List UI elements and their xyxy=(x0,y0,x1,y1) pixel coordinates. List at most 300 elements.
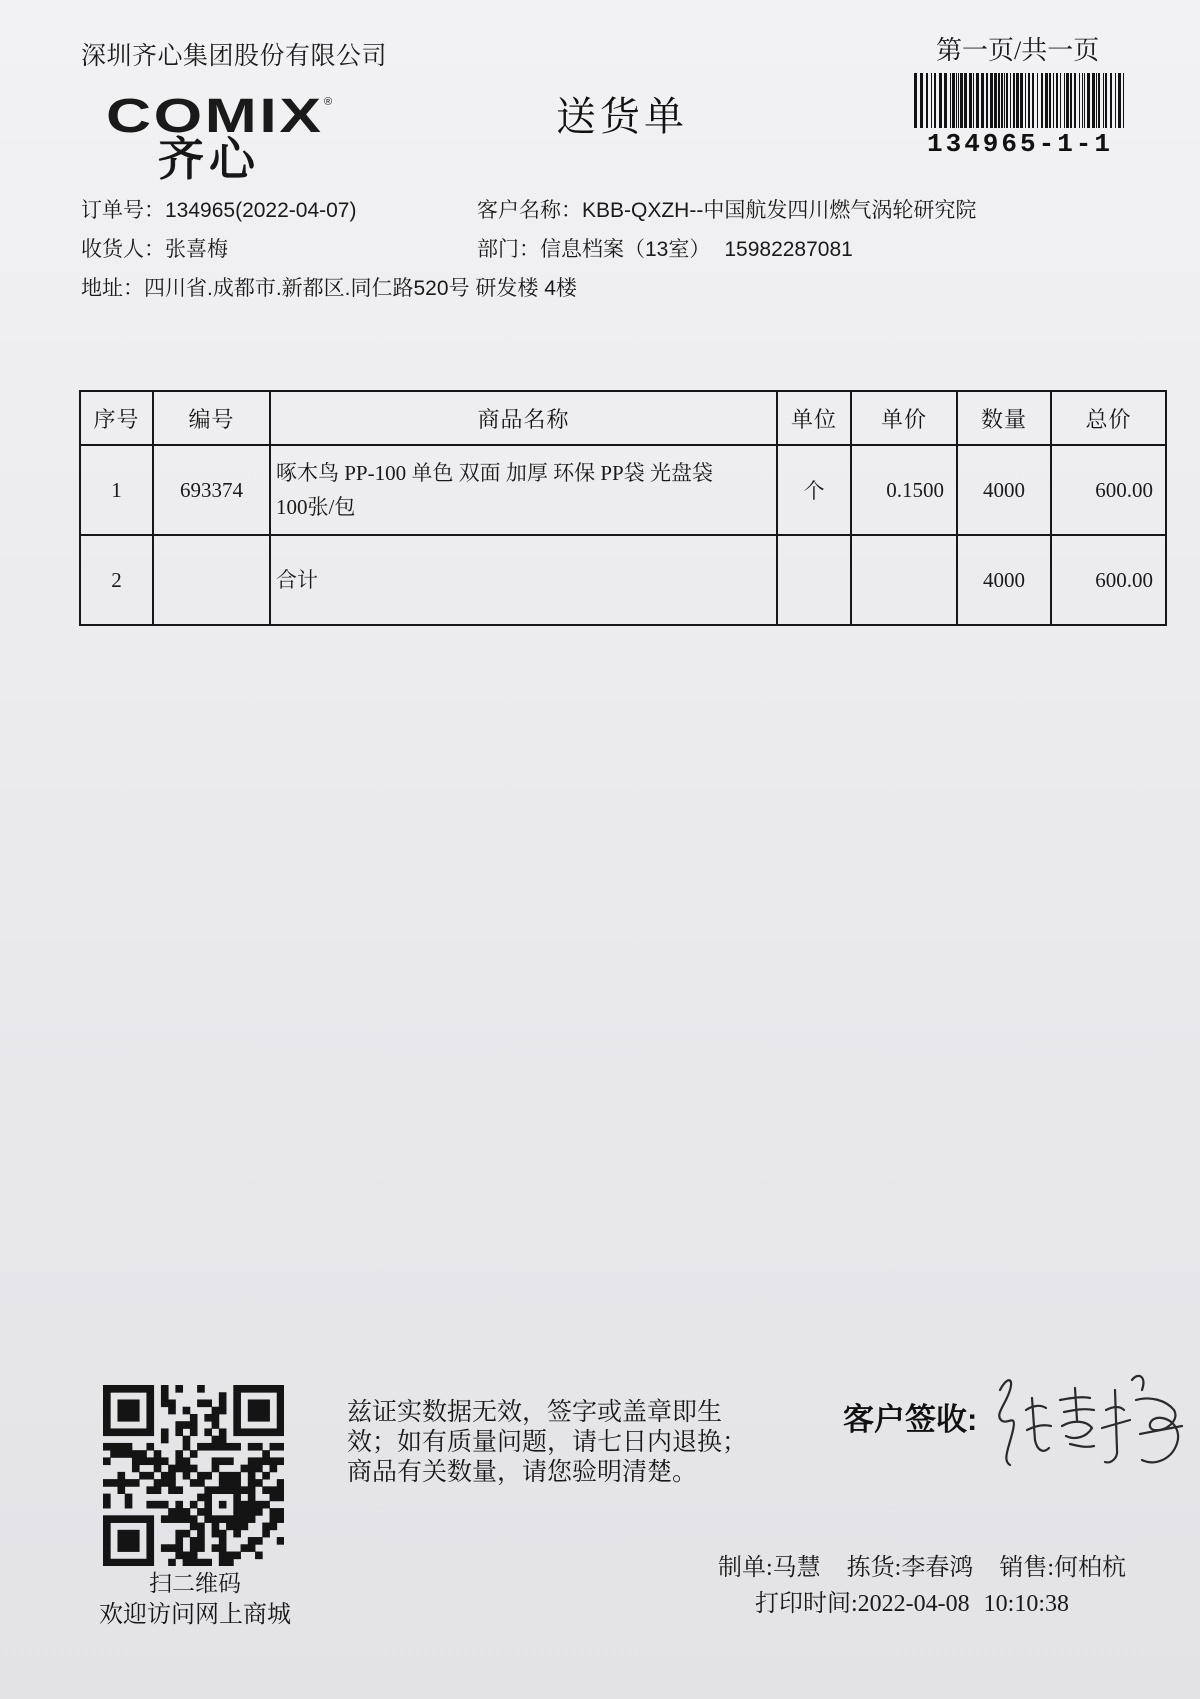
barcode-bar xyxy=(1064,73,1065,128)
qr-module xyxy=(117,1530,125,1538)
qr-module xyxy=(110,1443,118,1451)
qr-module xyxy=(117,1537,125,1545)
cell-product-name xyxy=(270,445,777,535)
qr-module xyxy=(168,1407,176,1415)
qr-module xyxy=(103,1385,111,1393)
qr-module xyxy=(183,1436,191,1444)
qr-module xyxy=(132,1414,140,1422)
qr-module xyxy=(255,1443,263,1451)
qr-module xyxy=(125,1494,133,1502)
qr-module xyxy=(110,1385,118,1393)
qr-module xyxy=(248,1465,256,1473)
qr-module xyxy=(197,1494,205,1502)
qr-module xyxy=(175,1530,183,1538)
qr-module xyxy=(262,1414,270,1422)
barcode-bar xyxy=(931,73,932,128)
qr-module xyxy=(190,1559,198,1566)
qr-module xyxy=(219,1559,227,1566)
qr-module xyxy=(161,1472,169,1480)
qr-module xyxy=(255,1501,263,1509)
qr-module xyxy=(262,1472,270,1480)
qr-module xyxy=(183,1508,191,1516)
qr-module xyxy=(241,1544,249,1552)
qr-module xyxy=(248,1479,256,1487)
qr-module xyxy=(262,1407,270,1415)
qr-module xyxy=(125,1414,133,1422)
qr-module xyxy=(117,1472,125,1480)
qr-module xyxy=(168,1399,176,1407)
qr-module xyxy=(125,1501,133,1509)
registered-mark: ® xyxy=(324,96,333,108)
signature-stroke xyxy=(1026,1398,1051,1451)
qr-module xyxy=(226,1486,234,1494)
qr-module xyxy=(248,1399,256,1407)
qr-module xyxy=(183,1530,191,1538)
address xyxy=(81,276,577,302)
qr-module xyxy=(248,1428,256,1436)
qr-module xyxy=(204,1472,212,1480)
qr-module xyxy=(226,1457,234,1465)
qr-module xyxy=(117,1443,125,1451)
qr-module xyxy=(168,1508,176,1516)
col-header-product-name: 商品名称 xyxy=(270,391,777,445)
qr-module xyxy=(262,1501,270,1509)
print-time-label: 打印时间: xyxy=(755,1591,858,1617)
qr-module xyxy=(103,1530,111,1538)
qr-module xyxy=(241,1515,249,1523)
qr-module xyxy=(219,1530,227,1538)
barcode-bar xyxy=(1074,73,1076,128)
qr-module xyxy=(204,1443,212,1451)
qr-module xyxy=(233,1515,241,1523)
qr-module xyxy=(183,1443,191,1451)
barcode-bar xyxy=(952,73,955,128)
qr-module xyxy=(255,1399,263,1407)
qr-module xyxy=(262,1486,270,1494)
cell-total: 600.00 xyxy=(1051,445,1166,535)
barcode-bar xyxy=(1013,73,1015,128)
qr-module xyxy=(132,1544,140,1552)
barcode-bar xyxy=(1082,73,1083,128)
barcode-bar xyxy=(939,73,942,128)
qr-module xyxy=(212,1486,220,1494)
qr-module xyxy=(212,1515,220,1523)
qr-module xyxy=(183,1559,191,1566)
address-value: 四川省.成都市.新都区.同仁路520号 研发楼 4楼 xyxy=(144,277,577,300)
qr-module xyxy=(146,1407,154,1415)
qr-module xyxy=(255,1457,263,1465)
barcode-bar xyxy=(1084,73,1085,128)
qr-module xyxy=(146,1544,154,1552)
page-indicator: 第一页/共一页 xyxy=(936,36,1100,65)
qr-module xyxy=(190,1465,198,1473)
signature-stroke xyxy=(999,1380,1014,1465)
qr-module xyxy=(103,1515,111,1523)
qr-module xyxy=(262,1450,270,1458)
barcode-bar xyxy=(981,73,984,128)
qr-module xyxy=(146,1428,154,1436)
qr-module xyxy=(277,1508,284,1516)
qr-module xyxy=(139,1472,147,1480)
signature-stroke xyxy=(1132,1376,1182,1462)
qr-module xyxy=(139,1385,147,1393)
barcode xyxy=(914,73,1126,128)
qr-module xyxy=(219,1552,227,1560)
qr-module xyxy=(248,1494,256,1502)
qr-module xyxy=(233,1479,241,1487)
barcode-bar xyxy=(1006,73,1008,128)
qr-module xyxy=(248,1537,256,1545)
qr-module xyxy=(190,1479,198,1487)
qr-module xyxy=(226,1559,234,1566)
qr-module xyxy=(226,1472,234,1480)
qr-code xyxy=(103,1385,284,1566)
barcode-bar xyxy=(973,73,974,128)
qr-module xyxy=(125,1399,133,1407)
qr-module xyxy=(277,1515,284,1523)
qr-module xyxy=(146,1443,154,1451)
qr-module xyxy=(175,1465,183,1473)
qr-module xyxy=(197,1443,205,1451)
qr-module xyxy=(175,1486,183,1494)
qr-module xyxy=(226,1552,234,1560)
qr-module xyxy=(233,1494,241,1502)
qr-module xyxy=(248,1385,256,1393)
qr-module xyxy=(110,1559,118,1566)
qr-module xyxy=(125,1479,133,1487)
qr-module xyxy=(117,1414,125,1422)
cell-total: 600.00 xyxy=(1051,535,1166,625)
qr-module xyxy=(197,1472,205,1480)
qr-module xyxy=(204,1428,212,1436)
table-header-row xyxy=(80,391,1166,445)
qr-module xyxy=(197,1479,205,1487)
qr-module xyxy=(241,1428,249,1436)
qr-module xyxy=(161,1399,169,1407)
qr-module xyxy=(262,1523,270,1531)
qr-module xyxy=(277,1537,284,1545)
barcode-number: 134965-1-1 xyxy=(926,129,1114,159)
barcode-bar xyxy=(1049,73,1051,128)
qr-module xyxy=(175,1544,183,1552)
qr-module xyxy=(175,1450,183,1458)
barcode-bar xyxy=(1053,73,1054,128)
qr-module xyxy=(233,1472,241,1480)
qr-module xyxy=(161,1385,169,1393)
qr-module xyxy=(168,1559,176,1566)
qr-module xyxy=(103,1501,111,1509)
qr-module xyxy=(103,1414,111,1422)
qr-module xyxy=(233,1443,241,1451)
sales-value: 何柏杭 xyxy=(1054,1555,1127,1581)
qr-module xyxy=(146,1486,154,1494)
signature-stroke xyxy=(1102,1390,1130,1462)
footer-staff xyxy=(718,1554,1126,1582)
qr-module xyxy=(241,1465,249,1473)
cell-code: 693374 xyxy=(153,445,270,535)
notice-line: 兹证实数据无效，签字或盖章即生 xyxy=(347,1398,723,1426)
qr-module xyxy=(168,1479,176,1487)
table-row xyxy=(80,445,1166,535)
qr-module xyxy=(183,1457,191,1465)
customer-signature xyxy=(990,1368,1185,1473)
cell-code xyxy=(153,535,270,625)
qr-module xyxy=(103,1428,111,1436)
qr-module xyxy=(233,1530,241,1538)
qr-module xyxy=(197,1523,205,1531)
qr-module xyxy=(197,1530,205,1538)
qr-module xyxy=(277,1479,284,1487)
department xyxy=(477,237,853,263)
picker-label: 拣货: xyxy=(846,1555,902,1581)
qr-module xyxy=(219,1515,227,1523)
qr-module xyxy=(219,1501,227,1509)
qr-module xyxy=(248,1544,256,1552)
qr-module xyxy=(175,1501,183,1509)
barcode-bar xyxy=(1079,73,1080,128)
department-value: 信息档案（13室） xyxy=(540,238,711,261)
qr-module xyxy=(241,1508,249,1516)
barcode-bar xyxy=(950,73,951,128)
qr-module xyxy=(110,1515,118,1523)
col-header-total: 总价 xyxy=(1051,391,1166,445)
customer-name xyxy=(477,198,976,224)
qr-module xyxy=(233,1414,241,1422)
qr-module xyxy=(277,1443,284,1451)
qr-module xyxy=(103,1552,111,1560)
maker-value: 马慧 xyxy=(772,1555,821,1581)
qr-module xyxy=(117,1515,125,1523)
qr-module xyxy=(204,1501,212,1509)
qr-module xyxy=(103,1399,111,1407)
qr-module xyxy=(233,1508,241,1516)
phone-number: 15982287081 xyxy=(724,238,853,261)
qr-module xyxy=(183,1472,191,1480)
barcode-bar xyxy=(964,73,967,128)
barcode-bar xyxy=(934,73,936,128)
qr-module xyxy=(190,1515,198,1523)
qr-module xyxy=(197,1544,205,1552)
col-header-unit: 单位 xyxy=(777,391,851,445)
qr-module xyxy=(204,1494,212,1502)
qr-module xyxy=(168,1472,176,1480)
qr-caption-shop: 欢迎访问网上商城 xyxy=(99,1602,291,1628)
qr-module xyxy=(197,1399,205,1407)
barcode-bar xyxy=(1060,73,1061,128)
qr-module xyxy=(175,1537,183,1545)
cell-unit xyxy=(777,535,851,625)
qr-module xyxy=(219,1537,227,1545)
qr-module xyxy=(146,1559,154,1566)
maker-label: 制单: xyxy=(718,1555,773,1581)
qr-module xyxy=(110,1450,118,1458)
qr-module xyxy=(204,1486,212,1494)
qr-module xyxy=(154,1465,162,1473)
qr-module xyxy=(212,1443,220,1451)
qr-module xyxy=(248,1508,256,1516)
qr-module xyxy=(146,1501,154,1509)
qr-module xyxy=(161,1501,169,1509)
qr-caption-scan: 扫二维码 xyxy=(149,1571,241,1596)
qr-module xyxy=(183,1552,191,1560)
qr-module xyxy=(161,1436,169,1444)
qr-module xyxy=(270,1385,278,1393)
barcode-bar xyxy=(1092,73,1095,128)
product-name-line: 啄木鸟 PP-100 单色 双面 加厚 环保 PP袋 光盘袋 xyxy=(276,461,713,485)
order-number xyxy=(81,198,356,224)
qr-module xyxy=(248,1414,256,1422)
receiver-label: 收货人： xyxy=(81,238,165,261)
qr-module xyxy=(146,1457,154,1465)
barcode-bar xyxy=(958,73,959,128)
qr-module xyxy=(233,1407,241,1415)
qr-module xyxy=(103,1443,111,1451)
qr-module xyxy=(139,1457,147,1465)
cell-seq: 1 xyxy=(80,445,153,535)
barcode-bar xyxy=(1016,73,1019,128)
qr-module xyxy=(262,1530,270,1538)
barcode-bar xyxy=(956,73,957,128)
qr-module xyxy=(139,1515,147,1523)
qr-module xyxy=(248,1501,256,1509)
qr-module xyxy=(204,1414,212,1422)
qr-module xyxy=(146,1515,154,1523)
qr-module xyxy=(161,1544,169,1552)
qr-module xyxy=(241,1385,249,1393)
qr-module xyxy=(132,1407,140,1415)
qr-module xyxy=(270,1465,278,1473)
qr-module xyxy=(270,1428,278,1436)
qr-module xyxy=(125,1559,133,1566)
qr-module xyxy=(132,1428,140,1436)
qr-module xyxy=(175,1421,183,1429)
barcode-bar xyxy=(1096,73,1097,128)
qr-module xyxy=(183,1515,191,1523)
qr-module xyxy=(117,1407,125,1415)
qr-module xyxy=(146,1530,154,1538)
footer-sales xyxy=(999,1555,1126,1581)
qr-module xyxy=(190,1450,198,1458)
qr-module xyxy=(255,1552,263,1560)
qr-module xyxy=(277,1407,284,1415)
qr-module xyxy=(219,1399,227,1407)
qr-module xyxy=(132,1457,140,1465)
barcode-bar xyxy=(1118,73,1121,128)
qr-module xyxy=(197,1385,205,1393)
qr-module xyxy=(204,1399,212,1407)
qr-module xyxy=(212,1523,220,1531)
barcode-bar xyxy=(920,73,923,128)
qr-module xyxy=(125,1385,133,1393)
qr-module xyxy=(117,1385,125,1393)
qr-module xyxy=(117,1399,125,1407)
qr-module xyxy=(270,1457,278,1465)
qr-module xyxy=(103,1544,111,1552)
qr-module xyxy=(190,1537,198,1545)
qr-module xyxy=(161,1392,169,1400)
col-header-quantity: 数量 xyxy=(957,391,1051,445)
barcode-bar xyxy=(1087,73,1090,128)
qr-module xyxy=(233,1552,241,1560)
barcode-bar xyxy=(1028,73,1030,128)
qr-module xyxy=(183,1421,191,1429)
qr-module xyxy=(212,1544,220,1552)
qr-module xyxy=(262,1399,270,1407)
notice-text xyxy=(347,1397,747,1487)
qr-module xyxy=(146,1385,154,1393)
barcode-bar xyxy=(1041,73,1043,128)
qr-module xyxy=(233,1486,241,1494)
qr-module xyxy=(146,1472,154,1480)
qr-module xyxy=(204,1515,212,1523)
qr-module xyxy=(197,1508,205,1516)
barcode-bar xyxy=(926,73,928,128)
barcode-bar xyxy=(1066,73,1069,128)
cell-quantity: 4000 xyxy=(957,445,1051,535)
barcode-bar xyxy=(1010,73,1011,128)
qr-module xyxy=(103,1421,111,1429)
qr-module xyxy=(255,1479,263,1487)
qr-module xyxy=(248,1457,256,1465)
barcode-bar xyxy=(1123,73,1124,128)
qr-module xyxy=(262,1457,270,1465)
barcode-bar xyxy=(969,73,972,128)
qr-module xyxy=(175,1552,183,1560)
qr-module xyxy=(277,1399,284,1407)
qr-module xyxy=(103,1479,111,1487)
qr-module xyxy=(277,1385,284,1393)
qr-module xyxy=(270,1515,278,1523)
cell-product-name xyxy=(270,535,777,625)
barcode-bar xyxy=(986,73,988,128)
qr-module xyxy=(219,1407,227,1415)
qr-module xyxy=(146,1399,154,1407)
cell-unit-price: 0.1500 xyxy=(851,445,957,535)
qr-module xyxy=(255,1537,263,1545)
qr-module xyxy=(175,1457,183,1465)
qr-module xyxy=(125,1537,133,1545)
qr-module xyxy=(255,1407,263,1415)
barcode-bar xyxy=(914,73,917,128)
qr-module xyxy=(103,1559,111,1566)
customer-name-label: 客户名称： xyxy=(477,199,582,222)
col-header-code: 编号 xyxy=(153,391,270,445)
qr-module xyxy=(270,1486,278,1494)
qr-module xyxy=(103,1523,111,1531)
qr-module xyxy=(233,1385,241,1393)
barcode-bar xyxy=(1103,73,1104,128)
cell-unit: 个 xyxy=(777,445,851,535)
barcode-bar xyxy=(1037,73,1038,128)
notice-line: 商品有关数量，请您验明清楚。 xyxy=(347,1458,698,1486)
qr-module xyxy=(233,1399,241,1407)
qr-module xyxy=(248,1515,256,1523)
qr-module xyxy=(168,1486,176,1494)
qr-module xyxy=(277,1486,284,1494)
print-time xyxy=(755,1590,1069,1618)
qr-module xyxy=(255,1385,263,1393)
qr-module xyxy=(233,1428,241,1436)
barcode-bar xyxy=(1001,73,1003,128)
barcode-bar xyxy=(1070,73,1072,128)
qr-module xyxy=(125,1530,133,1538)
qr-module xyxy=(146,1537,154,1545)
signature-stroke xyxy=(1060,1388,1094,1447)
qr-module xyxy=(212,1414,220,1422)
qr-module xyxy=(125,1407,133,1415)
order-number-value: 134965(2022-04-07) xyxy=(165,199,357,222)
qr-module xyxy=(255,1465,263,1473)
